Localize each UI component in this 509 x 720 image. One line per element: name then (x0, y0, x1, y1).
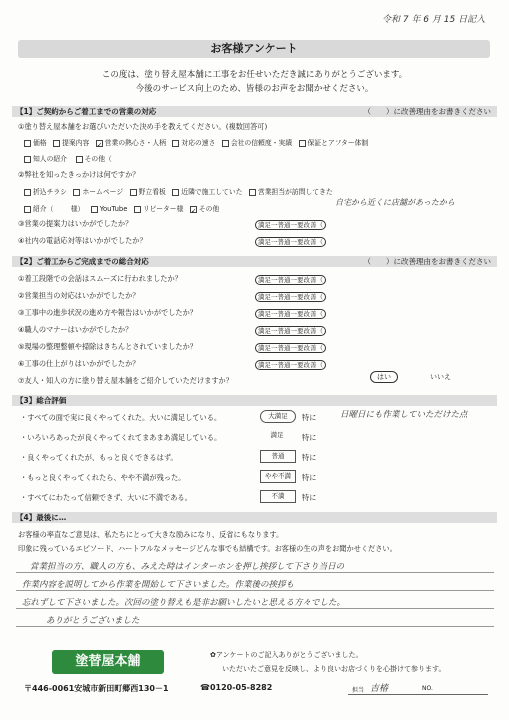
s2-q5: ⑤現場の整理整頓や掃除はきちんとされていましたか？ (18, 342, 197, 351)
s3-handwritten-answer: 日曜日にも作業していただけた点 (340, 410, 468, 420)
intro-line-1: この度は、塗り替え屋本舗に工事をお任せいただき誠にありがとうございます。 (101, 70, 408, 80)
scale-text[interactable]: 満足一普通一要改善（ (255, 292, 326, 302)
scale-text[interactable]: 満足一普通一要改善（ (255, 343, 326, 353)
checkbox[interactable] (134, 206, 141, 213)
checkbox[interactable] (73, 189, 80, 196)
ruled-line (16, 608, 494, 609)
s3-item-2: ・いろいろあったが良くやってくれてまあまあ満足している。 (20, 433, 222, 442)
opt-flyer: 折込チラシ (33, 188, 67, 196)
company-logo: 塗替屋本舗 (52, 650, 164, 674)
s3-item-4: ・もっと良くやってくれたら、やや不満が残った。 (20, 473, 186, 482)
scale-text[interactable]: 満足一普通一要改善（ (255, 326, 326, 336)
checkbox-checked[interactable]: ✓ (96, 140, 103, 149)
s2-q3-scale (255, 309, 326, 318)
s3-item-3: ・良くやってくれたが、もっと良くできるはず。 (20, 453, 178, 462)
opt-youtube: YouTube (99, 205, 128, 213)
q3-text: ③営業の提案力はいかがでしたか？ (18, 219, 133, 228)
s3-item-5: ・すべてにわたって信頼できず、大いに不満である。 (20, 493, 192, 502)
q2-text: ②弊社を知ったきっかけは何ですか？ (18, 170, 140, 179)
opt-homepage: ホームページ (82, 188, 124, 196)
opt-intro: 紹介（ (33, 205, 54, 213)
q1-text: ①塗り替え屋本舗をお選びいただいた決め手を教えてください。(複数回答可) (18, 122, 268, 131)
q2-options-row2 (24, 203, 219, 213)
opt-warranty: 保証とアフター体制 (307, 139, 369, 147)
toku-1: 特に (302, 413, 317, 422)
opt-sales: 営業の熱心さ・人柄 (104, 139, 166, 147)
q2-handwritten-answer: 自宅から近くに店舗があったから (335, 198, 455, 207)
opt-price: 価格 (33, 139, 47, 147)
checkbox[interactable] (172, 189, 179, 196)
company-phone: ☎0120-05-8282 (200, 683, 273, 692)
opt-proposal: 提案内容 (62, 139, 90, 147)
checkbox[interactable] (130, 189, 137, 196)
section-4-header (12, 512, 497, 523)
opt-other: その他（ (84, 155, 112, 163)
entry-date: 令和 7 年 6 月 15 日記入 (382, 15, 486, 25)
checkbox[interactable] (24, 206, 31, 213)
opt-other2: その他 (198, 205, 220, 213)
section-1-header (12, 106, 497, 117)
checkbox[interactable] (249, 189, 256, 196)
rating-somewhat-dissatisfied[interactable]: やや不満 (260, 470, 296, 483)
s2-q2: ②営業担当の対応はいかがでしたか？ (18, 291, 140, 300)
s2-q6: ⑥工事の仕上がりはいかがでしたか？ (18, 359, 140, 368)
opt-trust: 会社の信頼度・実績 (230, 139, 293, 147)
ruled-line (16, 572, 494, 573)
scale-text[interactable]: 満足一普通一要改善（ (255, 360, 326, 370)
rating-dissatisfied[interactable]: 不満 (260, 490, 296, 503)
s2-q1-scale (255, 275, 326, 284)
q3-scale-text[interactable]: 満足一普通一要改善（ (255, 220, 326, 230)
s2-q4: ④職人のマナーはいかがでしたか？ (18, 325, 133, 334)
s2-q7-no[interactable]: いいえ (430, 373, 451, 381)
q4-text: ④社内の電話応対等はいかがでしたか？ (18, 236, 147, 245)
rating-normal[interactable]: 普通 (260, 450, 296, 463)
q1-options-row1 (24, 137, 368, 147)
checkbox-checked[interactable]: ✓ (190, 206, 197, 215)
checkbox[interactable] (24, 140, 31, 147)
s2-q7: ⑦友人・知人の方に塗り替え屋本舗をご紹介していただけますか？ (18, 376, 233, 385)
scale-text[interactable]: 満足一普通一要改善（ (255, 275, 326, 285)
q4-scale (255, 237, 326, 246)
checkbox[interactable] (24, 156, 31, 163)
section-1-title: 【1】ご契約からご着工までの営業の対応 (16, 107, 157, 116)
section-3-header (12, 395, 497, 406)
section-4-title: 【4】最後に… (16, 513, 67, 522)
checkbox[interactable] (172, 140, 179, 147)
s2-q6-scale (255, 360, 326, 369)
staff-label: 担当 (352, 687, 365, 694)
opt-speed: 対応の速さ (181, 139, 216, 147)
company-address: 〒446-0061安城市新田町郷西130－1 (24, 684, 169, 693)
q4-scale-text[interactable]: 満足一普通一要改善（ (255, 237, 326, 247)
s4-answer-1: 営業担当の方、職人の方も、みえた時はインターホンを押し挨拶して下さり当日の (30, 562, 345, 572)
section-2-title: 【2】ご着工からご完成までの総合対応 (16, 257, 149, 266)
checkbox[interactable] (91, 206, 98, 213)
toku-4: 特に (302, 473, 317, 482)
checkbox[interactable] (76, 156, 83, 163)
s2-q2-scale (255, 292, 326, 301)
toku-5: 特に (302, 493, 317, 502)
page-title: お客様アンケート (18, 40, 490, 58)
section-1-reason: （ ）に改善理由をお書きください (363, 107, 491, 116)
section-3-title: 【3】総合評価 (16, 396, 67, 405)
section-2-header (12, 256, 497, 267)
number-label: NO. (422, 685, 433, 692)
checkbox[interactable] (299, 140, 306, 147)
staff-name: 吉椿 (370, 684, 389, 694)
q1-options-row2 (24, 153, 112, 163)
toku-3: 特に (302, 453, 317, 462)
s2-q4-scale (255, 326, 326, 335)
q2-options-row1 (24, 186, 333, 196)
checkbox[interactable] (53, 140, 60, 147)
rating-very-satisfied[interactable]: 大満足 (260, 410, 296, 423)
s4-answer-2: 作業内容を説明してから作業を開始して下さいました。作業後の挨拶も (22, 580, 295, 590)
checkbox[interactable] (222, 140, 229, 147)
ruled-line (16, 626, 494, 627)
s2-q1: ①着工段階での会話はスムーズに行われましたか？ (18, 274, 182, 283)
opt-intro-sama: 様） (70, 205, 85, 213)
checkbox[interactable] (24, 189, 31, 196)
scale-text[interactable]: 満足一普通一要改善（ (255, 309, 326, 319)
thanks-line-1: ✿アンケートのご記入ありがとうございました。 (210, 651, 363, 659)
ruled-line (16, 590, 494, 591)
s2-q7-yes[interactable] (370, 372, 398, 382)
s4-answer-4: ありがとうございました (46, 616, 140, 626)
opt-nearby: 近隣で施工していた (181, 188, 243, 196)
thanks-line-2: いただいたご意見を反映し、より良いお店づくりを心掛けて参ります。 (222, 665, 446, 673)
s4-prompt-1: お客様の率直なご意見は、私たちにとって大きな励みになり、反省にもなります。 (18, 530, 284, 539)
opt-visit: 営業担当が訪問してきた (257, 188, 333, 196)
yes-option[interactable]: はい (370, 371, 398, 383)
s2-q3: ③工事中の進歩状況の進め方や報告はいかがでしたか？ (18, 308, 197, 317)
s2-q5-scale (255, 343, 326, 352)
intro-line-2: 今後のサービス向上のため、皆様のお声をお聞かせください。 (135, 84, 374, 94)
opt-repeater: リピーター様 (142, 205, 184, 213)
toku-2: 特に (302, 433, 317, 442)
q3-scale (255, 220, 326, 229)
s4-prompt-2: 印象に残っているエピソード、ハートフルなメッセージどんな事でも結構です。お客様の生の声をお聞かせください。 (18, 544, 397, 553)
s3-item-1: ・すべての面で実に良くやってくれた。大いに満足している。 (20, 413, 222, 422)
opt-signboard: 野立看板 (138, 188, 166, 196)
s4-answer-3: 忘れずして下さいました。次回の塗り替えも是非お願いしたいと思える方々でした。 (22, 598, 346, 608)
section-2-reason: （ ）に改善理由をお書きください (363, 257, 491, 266)
opt-referral: 知人の紹介 (33, 155, 67, 163)
rating-satisfied[interactable]: 満足 (270, 431, 284, 439)
staff-line (348, 694, 488, 695)
